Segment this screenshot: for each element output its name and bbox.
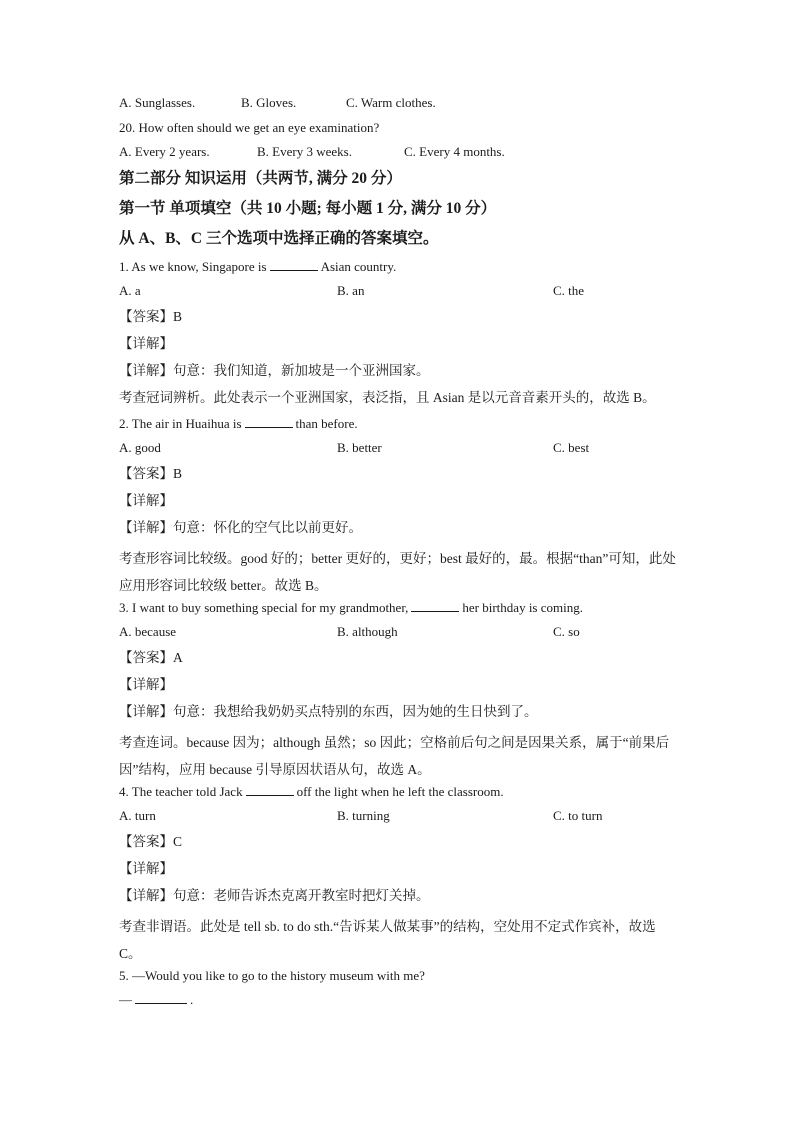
q19-option-a: A. Sunglasses.	[119, 95, 196, 110]
option-a: A. a	[119, 283, 141, 298]
detail-tag: 【详解】	[119, 676, 173, 692]
option-c: C. the	[553, 283, 585, 298]
detail-line: 【详解】句意：我想给我奶奶买点特别的东西，因为她的生日快到了。	[119, 703, 538, 719]
answer-blank	[411, 599, 459, 612]
answer-line: 【答案】C	[119, 833, 183, 849]
detail-tag: 【详解】	[119, 860, 173, 876]
question-stem: 2. The air in Huaihua is than before.	[119, 415, 358, 431]
option-b: B. better	[337, 440, 382, 455]
option-b: B. turning	[337, 808, 390, 823]
answer-line: 【答案】B	[119, 465, 183, 481]
detail-tag: 【详解】	[119, 335, 173, 351]
q20-stem: 20. How often should we get an eye examination?	[119, 119, 380, 135]
option-c: C. to turn	[553, 808, 603, 823]
part-heading: 第二部分 知识运用（共两节, 满分 20 分）	[119, 169, 402, 187]
option-a: A. good	[119, 440, 161, 455]
answer-blank	[135, 991, 187, 1004]
detail-line: 【详解】句意：我们知道，新加坡是一个亚洲国家。	[119, 362, 430, 378]
q5-stem: 5. —Would you like to go to the history museum with me?	[119, 967, 425, 983]
question-stem: 4. The teacher told Jack off the light when he left the classroom.	[119, 783, 504, 799]
answer-line: 【答案】A	[119, 649, 183, 665]
q20-options	[119, 143, 679, 168]
q20-option-b: B. Every 3 weeks.	[257, 144, 352, 159]
explanation: 考查形容词比较级。good 好的；better 更好的，更好；best 最好的，最。根据“than”可知，此处应用形容词比较级 better。故选 B。	[119, 550, 676, 593]
answer-blank	[270, 258, 318, 271]
answer-blank	[245, 415, 293, 428]
question-options	[119, 439, 679, 464]
question-stem: 3. I want to buy something special for my grandmother, her birthday is coming.	[119, 599, 583, 615]
q20-option-a: A. Every 2 years.	[119, 144, 210, 159]
q19-options	[119, 94, 679, 119]
explanation: 考查冠词辨析。此处表示一个亚洲国家，表泛指，且 Asian 是以元音音素开头的，故选 B。	[119, 389, 656, 405]
q5-reply: — .	[119, 992, 194, 1007]
explanation: 考查连词。because 因为；although 虽然；so 因此；空格前后句之间是因果关系，属于“前果后因”结构，应用 because 引导原因状语从句，故选 A。	[119, 734, 670, 777]
detail-tag: 【详解】	[119, 492, 173, 508]
option-c: C. so	[553, 624, 580, 639]
question-options	[119, 282, 679, 307]
option-c: C. best	[553, 440, 590, 455]
exam-page	[119, 94, 679, 1016]
section-heading: 第一节 单项填空（共 10 小题; 每小题 1 分, 满分 10 分）	[119, 199, 497, 217]
question-stem: 1. As we know, Singapore is Asian country.	[119, 258, 397, 274]
answer-line: 【答案】B	[119, 308, 183, 324]
q19-option-c: C. Warm clothes.	[346, 95, 436, 110]
option-b: B. although	[337, 624, 398, 639]
q20-option-c: C. Every 4 months.	[404, 144, 505, 159]
detail-line: 【详解】句意：怀化的空气比以前更好。	[119, 519, 362, 535]
detail-line: 【详解】句意：老师告诉杰克离开教室时把灯关掉。	[119, 887, 430, 903]
option-b: B. an	[337, 283, 365, 298]
option-a: A. turn	[119, 808, 156, 823]
instruction-heading: 从 A、B、C 三个选项中选择正确的答案填空。	[119, 229, 439, 247]
option-a: A. because	[119, 624, 177, 639]
question-options	[119, 623, 679, 648]
q19-option-b: B. Gloves.	[241, 95, 297, 110]
explanation: 考查非谓语。此处是 tell sb. to do sth.“告诉某人做某事”的结构，空处用不定式作宾补，故选 C。	[119, 918, 656, 961]
question-options	[119, 807, 679, 832]
answer-blank	[246, 783, 294, 796]
